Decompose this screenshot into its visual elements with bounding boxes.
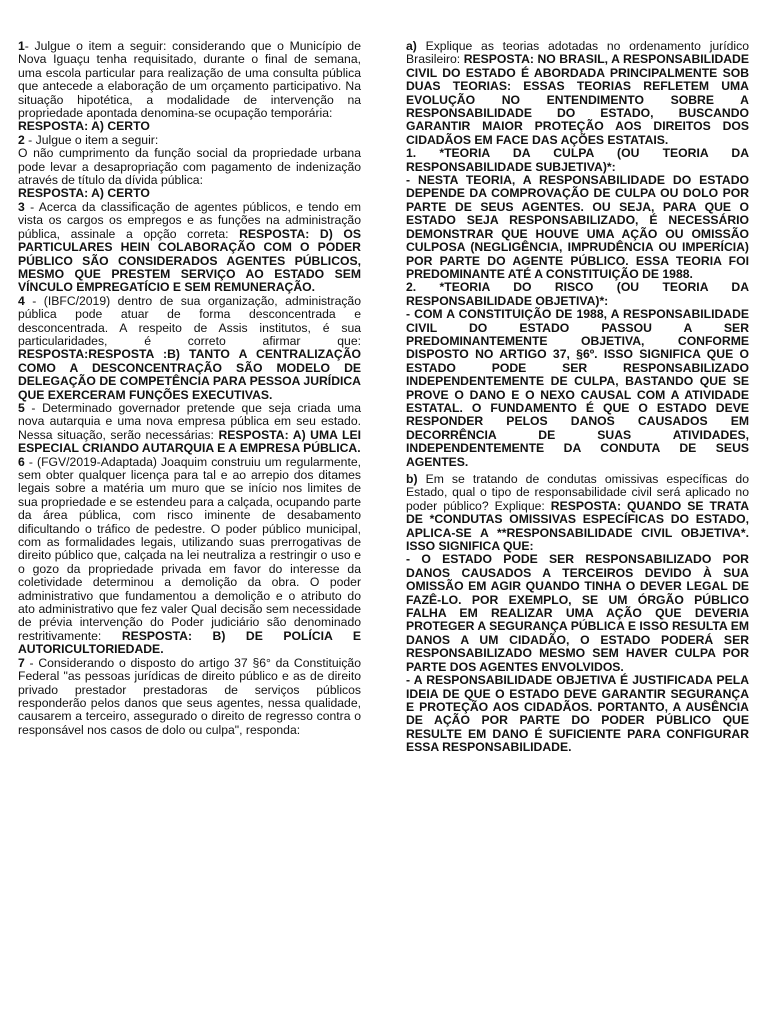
subquestion-b: [406, 473, 749, 553]
theory-2-title: 2. *TEORIA DO RISCO (OU TEORIA DA RESPONSABILIDADE OBJETIVA)*:: [406, 280, 749, 308]
answer-a: RESPOSTA: NO BRASIL, A RESPONSABILIDADE CIVIL DO ESTADO É ABORDADA PRINCIPALMENTE SOB DUAS TEORIAS: ESSAS TEORIAS REFLETEM UMA EVOLUÇÃO NO ENTENDIMENTO SOBRE A RESPONSABILIDADE DO ESTADO, BUSCANDO GARANTIR MAIOR PROTEÇÃO AOS DIREITOS DOS CIDADÃOS EM FACE DAS AÇÕES ESTATAIS.: [406, 52, 749, 147]
answer-b-paragraph-2: - A RESPONSABILIDADE OBJETIVA É JUSTIFICADA PELA IDEIA DE QUE O ESTADO DEVE GARANTIR SEGURANÇA E PROTEÇÃO AOS CIDADÃOS. PORTANTO, A AUSÊNCIA DE AÇÃO POR PARTE DO PODER PÚBLICO QUE RESULTE EM DANO É SUFICIENTE PARA CONFIGURAR ESSA RESPONSABILIDADE.: [406, 673, 749, 755]
question-text: - Julgue o item a seguir: considerando que o Município de Nova Iguaçu tenha requisitado, durante o final de semana, uma escola particular para realização de uma consulta pública que antecede a elaboração de um orçamento participativo. Na situação hipotética, a modalidade de intervenção na propriedade apontada denomina-se ocupação temporária:: [18, 39, 361, 121]
right-column: [406, 40, 749, 755]
question-text: O não cumprimento da função social da propriedade urbana pode levar a desapropriação com pagamento de indenização através de título da dívida pública:: [18, 146, 361, 188]
question-text: - Acerca da classificação de agentes públicos, e tendo em vista os cargos os empregos e as funções na administração pública, assinale a opção correta:: [18, 199, 361, 241]
question-2: [18, 134, 361, 147]
left-column: [18, 40, 361, 737]
question-6: [18, 456, 361, 657]
question-number: 3: [18, 199, 25, 214]
question-text: - (FGV/2019-Adaptada) Joaquim construiu um regularmente, sem obter qualquer licença para tal e ao arrepio dos ditames legais sobre a matéria um muro que se início nos limites de sua propriedade e se estendeu para a calçada, ocupando parte da área pública, com risco iminente de desabamento dificultando o tráfico de pedestre. O poder público municipal, com as formalidades legais, utilizando suas prerrogativas de direito público que, calçada na lei neutraliza a restringir o uso e o gozo da propriedade privada em favor do interesse da coletividade determinou a demolição da obra. O poder administrativo que fundamentou a demolição e o atributo do ato administrativo que fez valer Qual decisão sem necessidade de prévia intervenção do Poder judiciário são denominado restritivamente:: [18, 454, 361, 643]
theory-1-title: 1. *TEORIA DA CULPA (OU TEORIA DA RESPONSABILIDADE SUBJETIVA)*:: [406, 146, 749, 174]
subquestion-label: b): [406, 472, 418, 486]
question-number: 2: [18, 132, 25, 147]
question-text: - Determinado governador pretende que seja criada uma nova autarquia e uma nova empresa pública em seu estado. Nessa situação, serão necessárias:: [18, 400, 361, 442]
answer-b: RESPOSTA: QUANDO SE TRATA DE *CONDUTAS OMISSIVAS ESPECÍFICAS DO ESTADO, APLICA-SE A **RESPONSABILIDADE CIVIL OBJETIVA*. ISSO SIGNIFICA QUE:: [406, 498, 750, 554]
question-1: [18, 40, 361, 120]
answer-6: RESPOSTA: B) DE POLÍCIA E AUTORICULTORIEDADE.: [18, 628, 362, 657]
subquestion-a: [406, 40, 749, 147]
question-number: 1: [18, 39, 25, 53]
subquestion-text: Explique as teorias adotadas no ordenamento jurídico Brasileiro:: [406, 39, 749, 67]
question-3: [18, 201, 361, 295]
question-text: - Considerando o disposto do artigo 37 §6° da Constituição Federal "as pessoas jurídicas de direito público e as de direito privado prestador prestadoras de serviços públicos responderão pelos danos que seus agentes, nessa qualidade, causarem a terceiro, assegurado o direito de regresso contra o responsável nos casos de dolo ou culpa", responda:: [18, 655, 361, 737]
question-5: [18, 402, 361, 456]
subquestion-text: Em se tratando de condutas omissivas específicas do Estado, qual o tipo de responsabilidade civil será aplicado no poder público? Explique:: [406, 472, 749, 513]
answer-5: RESPOSTA: A) UMA LEI ESPECIAL CRIANDO AUTARQUIA E A EMPRESA PÚBLICA.: [18, 427, 362, 456]
question-text: - (IBFC/2019) dentro de sua organização, administração pública pode atuar de forma desconcentrada e desconcentrada. A respeito de Assis institutos, é sua particularidades, é correto afirmar que:: [18, 293, 361, 348]
question-4: [18, 295, 361, 402]
answer-b-paragraph-1: - O ESTADO PODE SER RESPONSABILIZADO POR DANOS CAUSADOS A TERCEIROS DEVIDO À SUA OMISSÃO EM AGIR QUANDO TINHA O DEVER LEGAL DE FAZÊ-LO. POR EXEMPLO, SE UM ÓRGÃO PÚBLICO FALHA EM REALIZAR UMA AÇÃO QUE DEVERIA PROTEGER A SEGURANÇA PÚBLICA E ISSO RESULTA EM DANOS A UM CIDADÃO, O ESTADO PODERÁ SER RESPONSABILIZADO MESMO SEM HAVER CULPA POR PARTE DOS AGENTES ENVOLVIDOS.: [406, 552, 749, 674]
answer-1: RESPOSTA: A) CERTO: [18, 119, 150, 134]
answer-3: RESPOSTA: D) OS PARTICULARES HEIN COLABORAÇÃO COM O PODER PÚBLICO SÃO CONSIDERADOS AGENTES PÚBLICOS, MESMO QUE PRESTEM SERVIÇO AO ESTADO SEM VÍNCULO EMPREGATÍCIO E SEM REMUNERAÇÃO.: [18, 226, 362, 295]
question-7: [18, 657, 361, 737]
question-number: 4: [18, 293, 25, 308]
question-intro: - Julgue o item a seguir:: [24, 132, 159, 147]
question-number: 7: [18, 655, 25, 670]
theory-2-body: - COM A CONSTITUIÇÃO DE 1988, A RESPONSABILIDADE CIVIL DO ESTADO PASSOU A SER PREDOMINANTEMENTE OBJETIVA, CONFORME DISPOSTO NO ARTIGO 37, §6º. ISSO SIGNIFICA QUE O ESTADO PODE SER RESPONSABILIZADO INDEPENDENTEMENTE DE CULPA, BASTANDO QUE SE PROVE O DANO E O NEXO CAUSAL COM A ATIVIDADE ESTATAL. O FUNDAMENTO É QUE O ESTADO DEVE RESPONDER PELOS DANOS CAUSADOS EM DECORRÊNCIA DE SUAS ATIVIDADES, INDEPENDENTEMENTE DA CONDUTA DE SEUS AGENTES.: [406, 307, 749, 469]
question-number: 5: [18, 400, 25, 415]
question-number: 6: [18, 454, 25, 469]
answer-4: RESPOSTA:RESPOSTA :B) TANTO A CENTRALIZAÇÃO COMO A DESCONCENTRAÇÃO SÃO MODELO DE DELEGAÇÃO DE COMPETÊNCIA PARA PESSOA JURÍDICA QUE EXERCERAM FUNÇÕES EXECUTIVAS.: [18, 347, 361, 402]
answer-2: RESPOSTA: A) CERTO: [18, 186, 150, 201]
theory-1-body: - NESTA TEORIA, A RESPONSABILIDADE DO ESTADO DEPENDE DA COMPROVAÇÃO DE CULPA OU DOLO POR PARTE DE SEUS AGENTES. OU SEJA, PARA QUE O ESTADO SEJA RESPONSABILIZADO, É NECESSÁRIO DEMONSTRAR QUE HOUVE UMA AÇÃO OU OMISSÃO CULPOSA (NEGLIGÊNCIA, IMPRUDÊNCIA OU IMPERÍCIA) POR PARTE DO AGENTE PÚBLICO. ESSA TEORIA FOI PREDOMINANTE ATÉ A CONSTITUIÇÃO DE 1988.: [406, 173, 749, 281]
subquestion-label: a): [406, 39, 417, 53]
